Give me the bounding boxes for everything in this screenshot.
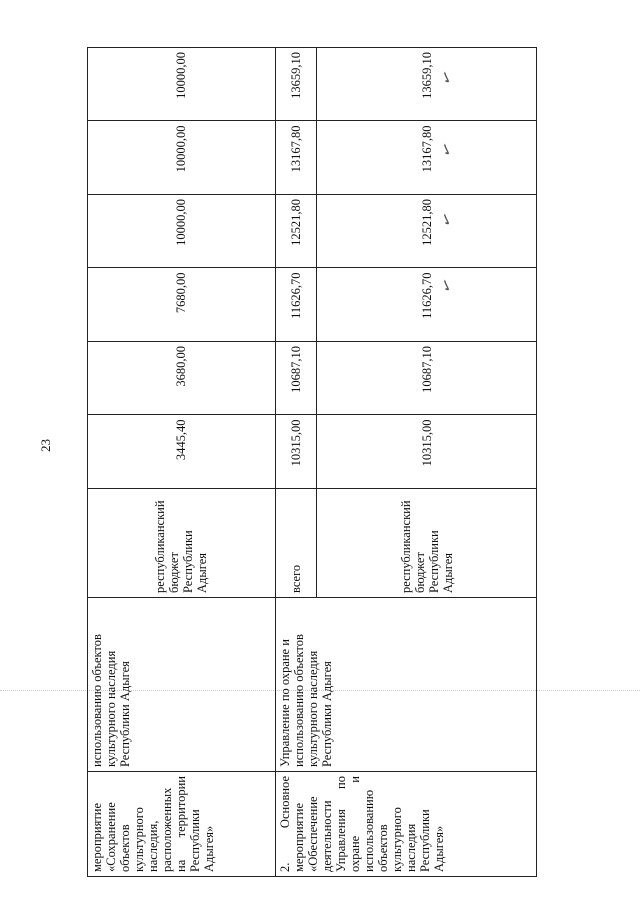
table-row	[275, 48, 317, 877]
value-cell: 11626,70	[317, 268, 537, 342]
value-cell: 13659,10	[275, 48, 317, 122]
value-cell: 3445,40	[88, 415, 276, 489]
checkmark-icon: ✓	[435, 138, 459, 161]
checkmark-icon: ✓	[435, 274, 459, 297]
value-cell: 11626,70	[275, 268, 317, 342]
value-cell: 10000,00	[88, 121, 276, 195]
checkmark-icon: ✓	[435, 66, 459, 89]
table-row	[88, 48, 276, 877]
value-cell: 3680,00	[88, 342, 276, 416]
value-cell: 13167,80	[317, 121, 537, 195]
page-number: 23	[38, 439, 53, 452]
value-cell: 10000,00	[88, 195, 276, 269]
value-cell: 12521,80	[275, 195, 317, 269]
value-cell: 10687,10	[317, 342, 537, 416]
source-cell: республиканский бюджет Республики Адыгея	[88, 489, 276, 598]
checkmark-icon: ✓	[435, 208, 459, 231]
value-cell: 12521,80	[317, 195, 537, 269]
source-total-cell: всего	[275, 489, 317, 598]
executor-cell: Управление по охране и использованию объектов культурного наследия Республики Адыгея	[275, 598, 536, 772]
source-cell: республиканский бюджет Республики Адыгея	[317, 489, 537, 598]
value-cell: 7680,00	[88, 268, 276, 342]
value-cell: 13659,10	[317, 48, 537, 122]
value-cell: 10315,00	[275, 415, 317, 489]
executor-cell: использованию объектов культурного наследия Республики Адыгея	[88, 598, 276, 772]
value-cell: 10315,00	[317, 415, 537, 489]
measure-cell: мероприятие «Сохранение объектов культурного наследия, расположенных на территории Республики Адыгея»	[88, 772, 276, 877]
funding-table	[87, 47, 537, 877]
value-cell: 13167,80	[275, 121, 317, 195]
rotated-table-container	[87, 47, 537, 877]
value-cell: 10687,10	[275, 342, 317, 416]
measure-cell: 2. Основное мероприятие «Обеспечение деятельности Управления по охране и использованию объектов культурного наследия Республики Адыгея»	[275, 772, 536, 877]
value-cell: 10000,00	[88, 48, 276, 122]
